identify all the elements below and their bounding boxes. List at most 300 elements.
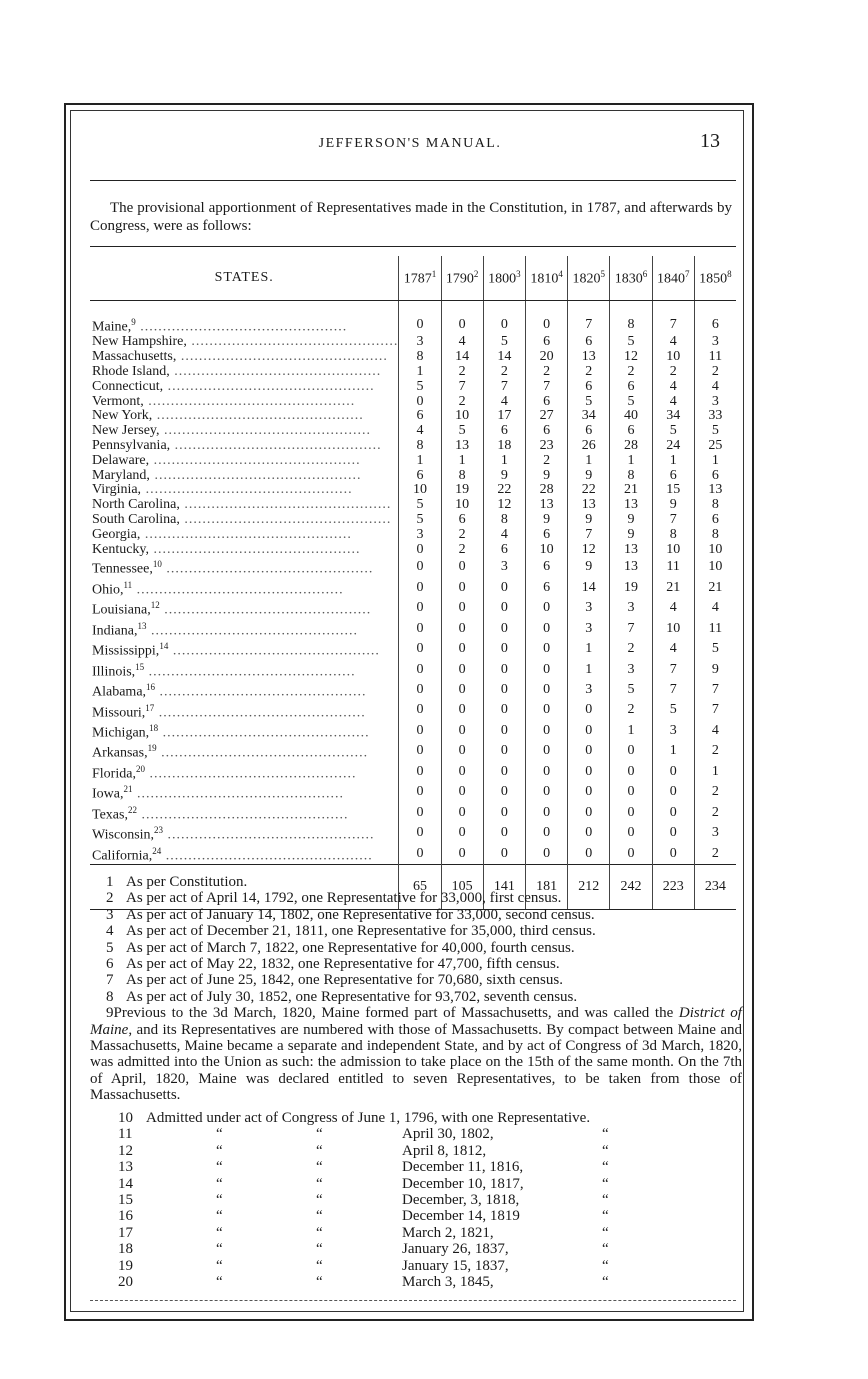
apportionment-value: 18 — [483, 439, 525, 454]
footnote-number: 9 — [106, 1005, 114, 1022]
state-footnote-ref: 9 — [131, 317, 136, 327]
apportionment-value: 7 — [652, 301, 694, 336]
footnote-number: 17 — [118, 1224, 133, 1241]
apportionment-value: 0 — [399, 301, 441, 336]
footnote-number: 14 — [118, 1175, 133, 1192]
apportionment-value: 7 — [652, 680, 694, 700]
state-footnote-ref: 23 — [154, 825, 164, 836]
footnote-text-before: Previous to the 3d March, 1820, Maine formed part of Massachusetts, and was called the — [113, 1005, 679, 1022]
apportionment-value: 0 — [568, 741, 610, 761]
apportionment-value: 5 — [441, 424, 483, 439]
year-label: 1840 — [656, 271, 685, 287]
state-name-cell — [90, 335, 399, 350]
table-row — [90, 454, 736, 469]
apportionment-value: 0 — [441, 680, 483, 700]
state-name-cell — [90, 454, 399, 469]
apportionment-value: 3 — [694, 823, 736, 843]
ditto-mark: “ — [216, 1273, 223, 1290]
state-name: New Jersey, — [92, 424, 160, 439]
apportionment-value: 4 — [483, 528, 525, 543]
state-name: Tennessee, — [92, 562, 153, 578]
state-name: Delaware, — [92, 453, 150, 468]
leader-dots: .............................................. — [141, 483, 353, 498]
table-top-rule — [90, 246, 736, 247]
year-footnote-ref: 3 — [516, 268, 521, 279]
state-name-cell — [90, 498, 399, 513]
apportionment-value: 3 — [610, 660, 652, 680]
apportionment-value: 10 — [399, 483, 441, 498]
apportionment-value: 11 — [652, 557, 694, 577]
apportionment-value: 8 — [610, 301, 652, 336]
apportionment-value: 17 — [483, 409, 525, 424]
apportionment-value: 0 — [525, 680, 567, 700]
year-label: 1800 — [488, 271, 517, 287]
apportionment-value: 6 — [652, 469, 694, 484]
leader-dots: .............................................. — [149, 453, 361, 468]
leader-dots: .............................................. — [144, 766, 357, 782]
state-name: North Carolina, — [92, 498, 180, 513]
apportionment-value: 0 — [652, 803, 694, 823]
apportionment-value: 0 — [652, 762, 694, 782]
state-footnote-ref: 22 — [127, 804, 137, 815]
leader-dots: .............................................. — [154, 705, 366, 721]
state-name-cell — [90, 782, 399, 802]
apportionment-value: 1 — [483, 454, 525, 469]
apportionment-value: 34 — [568, 409, 610, 424]
footnote-number: 1 — [106, 874, 114, 890]
apportionment-value: 0 — [610, 844, 652, 865]
ditto-mark: “ — [216, 1224, 223, 1241]
apportionment-value: 0 — [568, 701, 610, 721]
state-name-cell — [90, 543, 399, 558]
leader-dots: .............................................. — [156, 746, 369, 762]
apportionment-value: 0 — [652, 844, 694, 865]
apportionment-value: 6 — [568, 335, 610, 350]
apportionment-value: 4 — [652, 335, 694, 350]
state-footnote-ref: 16 — [146, 682, 156, 693]
apportionment-value: 0 — [483, 844, 525, 865]
apportionment-value: 5 — [652, 701, 694, 721]
footnote-number: 13 — [118, 1159, 133, 1176]
apportionment-value: 6 — [525, 335, 567, 350]
apportionment-value: 2 — [610, 365, 652, 380]
table-row — [90, 823, 736, 843]
state-footnote-ref: 14 — [159, 641, 169, 652]
year-column-header — [610, 256, 652, 301]
state-name-cell — [90, 424, 399, 439]
leader-dots: .............................................. — [149, 542, 361, 557]
apportionment-value: 7 — [652, 660, 694, 680]
state-name: Virginia, — [92, 483, 142, 498]
apportionment-value: 3 — [568, 619, 610, 639]
apportionment-value: 9 — [610, 513, 652, 528]
state-name-cell — [90, 380, 399, 395]
footnote-text: Admitted under act of Congress of June 1, 1796, with one Representative. — [146, 1110, 591, 1126]
ditto-mark: “ — [216, 1159, 223, 1176]
ditto-mark: “ — [602, 1208, 609, 1225]
apportionment-value: 5 — [568, 395, 610, 410]
apportionment-value: 0 — [399, 823, 441, 843]
ditto-mark: “ — [216, 1126, 223, 1143]
apportionment-value: 9 — [568, 557, 610, 577]
apportionment-value: 0 — [483, 680, 525, 700]
apportionment-value: 0 — [441, 301, 483, 336]
apportionment-value: 0 — [525, 844, 567, 865]
apportionment-value: 34 — [652, 409, 694, 424]
apportionment-value: 0 — [525, 701, 567, 721]
admission-date: April 30, 1802, — [402, 1126, 494, 1143]
apportionment-value: 0 — [399, 660, 441, 680]
apportionment-value: 1 — [694, 762, 736, 782]
admission-footnote — [118, 1126, 718, 1142]
footnote — [106, 940, 742, 956]
apportionment-value: 5 — [694, 639, 736, 659]
footnote-text: As per act of December 21, 1811, one Representative for 35,000, third census. — [126, 923, 596, 940]
footnote-number: 4 — [106, 923, 114, 940]
apportionment-value: 0 — [525, 639, 567, 659]
apportionment-value: 9 — [483, 469, 525, 484]
year-column-header — [525, 256, 567, 301]
year-column-header — [568, 256, 610, 301]
state-footnote-ref: 12 — [150, 600, 160, 611]
admission-footnote — [118, 1274, 718, 1290]
apportionment-value: 5 — [652, 424, 694, 439]
table-row — [90, 424, 736, 439]
apportionment-value: 3 — [399, 335, 441, 350]
state-name-cell — [90, 439, 399, 454]
footnote-text-after: , and its Representatives are numbered with those of Massachusetts. By compact between Maine and Massachusetts, Maine became a separate and independent State, and by act of Congress of 3d March, 1820, was admitted into the Union as such: the admission to take place on the 15th of the same month. On the 7th of April, 1820, Maine was declared entitled to seven Representatives, to be taken from those of Massachusetts. — [90, 1021, 742, 1104]
apportionment-value: 0 — [483, 619, 525, 639]
apportionment-value: 23 — [525, 439, 567, 454]
total-value: 65 — [399, 865, 441, 910]
ditto-mark: “ — [216, 1175, 223, 1192]
state-name: Mississippi, — [92, 643, 160, 659]
apportionment-value: 9 — [525, 469, 567, 484]
apportionment-value: 10 — [525, 543, 567, 558]
ditto-mark: “ — [216, 1208, 223, 1225]
apportionment-value: 10 — [652, 350, 694, 365]
footnote — [106, 907, 742, 923]
leader-dots: .............................................. — [132, 582, 344, 598]
total-value: 242 — [610, 865, 652, 910]
total-value: 141 — [483, 865, 525, 910]
state-name: Texas, — [92, 807, 128, 823]
apportionment-value: 0 — [483, 701, 525, 721]
apportionment-value: 1 — [610, 454, 652, 469]
state-footnote-ref: 20 — [135, 763, 145, 774]
state-footnote-ref: 24 — [152, 845, 162, 856]
year-footnote-ref: 4 — [558, 268, 563, 279]
table-row — [90, 598, 736, 618]
footnote-number: 16 — [118, 1208, 133, 1225]
footnote — [106, 989, 742, 1005]
table-row — [90, 513, 736, 528]
state-name-cell — [90, 409, 399, 424]
admission-date: March 3, 1845, — [402, 1273, 494, 1290]
apportionment-value: 2 — [525, 365, 567, 380]
apportionment-value: 0 — [441, 762, 483, 782]
apportionment-table — [90, 256, 736, 910]
apportionment-value: 7 — [525, 380, 567, 395]
apportionment-value: 2 — [610, 701, 652, 721]
apportionment-value: 0 — [399, 782, 441, 802]
intro-paragraph — [90, 199, 732, 235]
footnote — [106, 956, 742, 972]
apportionment-value: 9 — [694, 660, 736, 680]
state-footnote-ref: 19 — [147, 743, 157, 754]
apportionment-value: 4 — [652, 598, 694, 618]
apportionment-value: 0 — [525, 660, 567, 680]
year-label: 1820 — [572, 271, 601, 287]
apportionment-value: 13 — [441, 439, 483, 454]
apportionment-value: 27 — [525, 409, 567, 424]
apportionment-value: 0 — [441, 701, 483, 721]
state-name-cell — [90, 741, 399, 761]
apportionment-value: 6 — [568, 380, 610, 395]
state-name: Ohio, — [92, 582, 124, 598]
apportionment-value: 0 — [610, 762, 652, 782]
apportionment-value: 13 — [610, 543, 652, 558]
apportionment-value: 2 — [694, 844, 736, 865]
year-label: 1787 — [403, 271, 432, 287]
state-name: Indiana, — [92, 623, 138, 639]
state-footnote-ref: 15 — [135, 661, 145, 672]
state-name: Maryland, — [92, 468, 150, 483]
apportionment-value: 0 — [568, 844, 610, 865]
apportionment-value: 6 — [610, 424, 652, 439]
apportionment-value: 2 — [525, 454, 567, 469]
apportionment-value: 6 — [525, 557, 567, 577]
footnote-number: 19 — [118, 1257, 133, 1274]
apportionment-value: 25 — [694, 439, 736, 454]
apportionment-value: 12 — [610, 350, 652, 365]
apportionment-value: 0 — [525, 619, 567, 639]
apportionment-value: 6 — [399, 469, 441, 484]
apportionment-value: 8 — [652, 528, 694, 543]
year-column-header — [483, 256, 525, 301]
table-row — [90, 469, 736, 484]
ditto-mark: “ — [216, 1142, 223, 1159]
apportionment-value: 20 — [525, 350, 567, 365]
admission-date: December 10, 1817, — [402, 1175, 524, 1192]
apportionment-value: 0 — [441, 782, 483, 802]
apportionment-value: 12 — [568, 543, 610, 558]
apportionment-value: 0 — [483, 782, 525, 802]
year-footnote-ref: 7 — [684, 268, 690, 279]
footnote-number: 10 — [118, 1110, 133, 1126]
admission-date: April 8, 1812, — [402, 1142, 487, 1159]
apportionment-value: 0 — [483, 578, 525, 598]
apportionment-value: 13 — [568, 350, 610, 365]
apportionment-value: 2 — [610, 639, 652, 659]
year-label: 1810 — [530, 271, 559, 287]
apportionment-value: 21 — [610, 483, 652, 498]
apportionment-value: 0 — [399, 844, 441, 865]
apportionment-value: 0 — [525, 721, 567, 741]
apportionment-value: 6 — [441, 513, 483, 528]
total-value: 223 — [652, 865, 694, 910]
state-name-cell — [90, 639, 399, 659]
state-name-cell — [90, 701, 399, 721]
apportionment-value: 13 — [694, 483, 736, 498]
apportionment-value: 8 — [441, 469, 483, 484]
table-row — [90, 301, 736, 336]
apportionment-value: 2 — [694, 741, 736, 761]
admission-footnote — [118, 1159, 718, 1175]
total-value: 234 — [694, 865, 736, 910]
state-footnote-ref: 17 — [145, 702, 155, 713]
apportionment-value: 3 — [568, 680, 610, 700]
admission-footnotes — [118, 1110, 718, 1290]
apportionment-value: 14 — [568, 578, 610, 598]
apportionment-value: 11 — [694, 619, 736, 639]
apportionment-value: 0 — [525, 782, 567, 802]
table-row — [90, 528, 736, 543]
apportionment-value: 6 — [525, 578, 567, 598]
apportionment-value: 13 — [610, 557, 652, 577]
apportionment-value: 6 — [483, 424, 525, 439]
footnote-text: As per act of July 30, 1852, one Representative for 93,702, seventh census. — [126, 988, 578, 1005]
table-row — [90, 365, 736, 380]
apportionment-value: 5 — [694, 424, 736, 439]
leader-dots: .............................................. — [158, 725, 370, 741]
apportionment-value: 0 — [441, 721, 483, 741]
ditto-mark: “ — [216, 1257, 223, 1274]
apportionment-value: 7 — [694, 701, 736, 721]
apportionment-value: 14 — [483, 350, 525, 365]
leader-dots: .............................................. — [159, 424, 372, 439]
table-row — [90, 439, 736, 454]
footnote-number: 8 — [106, 988, 114, 1005]
apportionment-value: 40 — [610, 409, 652, 424]
apportionment-value: 4 — [652, 639, 694, 659]
ditto-mark: “ — [216, 1191, 223, 1208]
apportionment-value: 0 — [441, 741, 483, 761]
apportionment-value: 12 — [483, 498, 525, 513]
footnote-text: As per Constitution. — [126, 874, 248, 890]
year-label: 1790 — [445, 271, 474, 287]
leader-dots: .............................................. — [132, 787, 344, 803]
apportionment-value: 0 — [399, 543, 441, 558]
year-footnote-ref: 5 — [600, 268, 606, 279]
ditto-mark: “ — [316, 1191, 323, 1208]
year-column-header — [694, 256, 736, 301]
ditto-mark: “ — [602, 1126, 609, 1143]
state-name: South Carolina, — [92, 513, 180, 528]
state-name: Rhode Island, — [92, 365, 170, 380]
year-footnote-ref: 1 — [431, 268, 437, 279]
apportionment-value: 2 — [568, 365, 610, 380]
state-name-cell — [90, 528, 399, 543]
apportionment-value: 28 — [525, 483, 567, 498]
apportionment-value: 0 — [525, 762, 567, 782]
apportionment-value: 0 — [568, 721, 610, 741]
state-name: Iowa, — [92, 787, 124, 803]
ditto-mark: “ — [316, 1257, 323, 1274]
table-row — [90, 782, 736, 802]
state-name-cell — [90, 350, 399, 365]
apportionment-value: 0 — [441, 660, 483, 680]
header-rule — [90, 180, 736, 181]
state-name-cell — [90, 578, 399, 598]
state-name: Wisconsin, — [92, 827, 155, 843]
apportionment-value: 0 — [441, 823, 483, 843]
footnotes — [90, 874, 742, 1104]
apportionment-value: 9 — [568, 469, 610, 484]
table-row — [90, 701, 736, 721]
apportionment-value: 0 — [568, 762, 610, 782]
table-body — [90, 301, 736, 910]
apportionment-value: 0 — [568, 823, 610, 843]
admission-date: March 2, 1821, — [402, 1224, 494, 1241]
ditto-mark: “ — [602, 1175, 609, 1192]
apportionment-value: 0 — [399, 762, 441, 782]
state-name: Maine, — [92, 319, 132, 335]
leader-dots: .............................................. — [169, 365, 382, 380]
apportionment-value: 2 — [694, 803, 736, 823]
state-footnote-ref: 10 — [152, 559, 162, 570]
state-name: Kentucky, — [92, 542, 150, 557]
year-footnote-ref: 8 — [727, 268, 732, 279]
apportionment-value: 0 — [399, 395, 441, 410]
apportionment-value: 0 — [441, 598, 483, 618]
apportionment-value: 9 — [568, 513, 610, 528]
footnote-number: 7 — [106, 972, 114, 989]
apportionment-value: 1 — [399, 454, 441, 469]
apportionment-value: 4 — [694, 721, 736, 741]
apportionment-value: 0 — [399, 701, 441, 721]
leader-dots: .............................................. — [179, 498, 392, 513]
apportionment-value: 0 — [441, 803, 483, 823]
apportionment-value: 0 — [399, 578, 441, 598]
table-row — [90, 762, 736, 782]
apportionment-value: 0 — [399, 598, 441, 618]
state-name-cell — [90, 803, 399, 823]
footnote-text: As per act of March 7, 1822, one Representative for 40,000, fourth census. — [126, 939, 575, 956]
apportionment-value: 1 — [399, 365, 441, 380]
state-name: Missouri, — [92, 705, 146, 721]
table-row — [90, 721, 736, 741]
total-value: 181 — [525, 865, 567, 910]
apportionment-value: 5 — [483, 335, 525, 350]
apportionment-value: 0 — [568, 803, 610, 823]
apportionment-value: 0 — [483, 721, 525, 741]
footnote-number: 18 — [118, 1241, 133, 1258]
footnote-number: 3 — [106, 906, 114, 923]
apportionment-value: 1 — [441, 454, 483, 469]
apportionment-value: 1 — [568, 660, 610, 680]
apportionment-value: 0 — [483, 598, 525, 618]
state-name: California, — [92, 848, 153, 864]
apportionment-value: 26 — [568, 439, 610, 454]
apportionment-value: 4 — [483, 395, 525, 410]
footnote-number: 11 — [118, 1126, 133, 1143]
footnote — [106, 890, 742, 906]
state-name: Georgia, — [92, 527, 141, 542]
ditto-mark: “ — [316, 1208, 323, 1225]
admission-date: December 14, 1819 — [402, 1208, 520, 1225]
admission-footnote — [118, 1110, 718, 1126]
apportionment-value: 0 — [483, 823, 525, 843]
apportionment-value: 5 — [399, 513, 441, 528]
apportionment-value: 10 — [441, 498, 483, 513]
table-row — [90, 483, 736, 498]
apportionment-value: 4 — [399, 424, 441, 439]
table-row — [90, 335, 736, 350]
table-row — [90, 578, 736, 598]
state-name-cell — [90, 483, 399, 498]
apportionment-value: 3 — [568, 598, 610, 618]
